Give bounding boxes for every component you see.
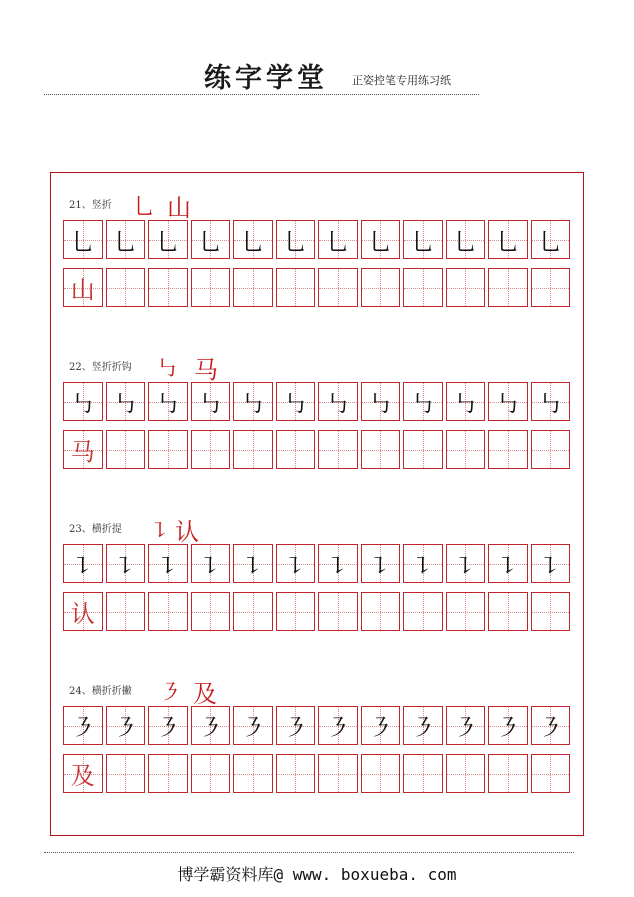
grid-cell[interactable] xyxy=(148,706,188,745)
grid-cell[interactable] xyxy=(361,544,401,583)
grid-cell[interactable] xyxy=(233,592,273,631)
grid-cell[interactable] xyxy=(318,754,358,793)
grid-cell[interactable] xyxy=(106,382,146,421)
grid-cell[interactable] xyxy=(191,592,231,631)
grid-cell[interactable] xyxy=(318,592,358,631)
grid-cell[interactable] xyxy=(403,268,443,307)
stroke-glyph: 乚 xyxy=(410,228,435,256)
grid-cell[interactable] xyxy=(276,220,316,259)
section-header xyxy=(63,190,573,222)
grid-cell[interactable] xyxy=(191,754,231,793)
stroke-glyph: ㇊ xyxy=(538,552,563,580)
stroke-glyph: ㇋ xyxy=(538,714,563,742)
footer-text: 博学霸资料库@ www. boxueba. com xyxy=(177,865,457,884)
grid-cell[interactable] xyxy=(63,592,103,631)
stroke-glyph: ㇉ xyxy=(198,390,223,418)
section-label: 24、横折折撇 xyxy=(69,686,132,697)
section-stroke: 乚 xyxy=(133,195,156,220)
grid-cell[interactable] xyxy=(106,268,146,307)
stroke-glyph: ㇊ xyxy=(70,552,95,580)
grid-cell[interactable] xyxy=(318,544,358,583)
trace-character: 认 xyxy=(70,600,95,628)
stroke-glyph: ㇊ xyxy=(453,552,478,580)
grid-cell[interactable] xyxy=(276,592,316,631)
grid-cell[interactable] xyxy=(446,268,486,307)
stroke-glyph: ㇋ xyxy=(410,714,435,742)
section-character: 山 xyxy=(167,194,191,222)
grid-cell[interactable] xyxy=(446,754,486,793)
grid-cell[interactable] xyxy=(361,268,401,307)
practice-section xyxy=(63,352,573,469)
page-subtitle: 正姿控笔专用练习纸 xyxy=(352,74,451,87)
stroke-glyph: ㇋ xyxy=(70,714,95,742)
character-practice-row xyxy=(63,592,573,631)
stroke-glyph: ㇊ xyxy=(368,552,393,580)
grid-cell[interactable] xyxy=(361,592,401,631)
grid-cell[interactable] xyxy=(488,430,528,469)
stroke-glyph: 乚 xyxy=(198,228,223,256)
character-practice-row xyxy=(63,268,573,307)
section-label: 22、竖折折钩 xyxy=(69,362,132,373)
stroke-glyph: ㇋ xyxy=(453,714,478,742)
stroke-glyph: ㇋ xyxy=(198,714,223,742)
section-label: 21、竖折 xyxy=(69,200,112,211)
grid-cell[interactable] xyxy=(106,544,146,583)
stroke-glyph: 乚 xyxy=(113,228,138,256)
grid-cell[interactable] xyxy=(403,544,443,583)
grid-cell[interactable] xyxy=(191,706,231,745)
stroke-glyph: ㇊ xyxy=(495,552,520,580)
grid-cell[interactable] xyxy=(446,592,486,631)
grid-cell[interactable] xyxy=(148,544,188,583)
stroke-glyph: 乚 xyxy=(495,228,520,256)
grid-cell[interactable] xyxy=(148,754,188,793)
grid-cell[interactable] xyxy=(148,268,188,307)
footer-divider xyxy=(44,852,574,853)
stroke-glyph: 乚 xyxy=(70,228,95,256)
trace-character: 及 xyxy=(70,762,95,790)
stroke-glyph: ㇉ xyxy=(113,390,138,418)
grid-cell[interactable] xyxy=(233,754,273,793)
practice-section xyxy=(63,190,573,307)
section-header xyxy=(63,352,573,384)
grid-cell[interactable] xyxy=(446,544,486,583)
grid-cell[interactable] xyxy=(531,544,571,583)
grid-cell[interactable] xyxy=(148,592,188,631)
grid-cell[interactable] xyxy=(488,754,528,793)
grid-cell[interactable] xyxy=(403,220,443,259)
grid-cell[interactable] xyxy=(531,268,571,307)
grid-cell[interactable] xyxy=(233,430,273,469)
stroke-glyph: ㇉ xyxy=(155,390,180,418)
grid-cell[interactable] xyxy=(233,706,273,745)
grid-cell[interactable] xyxy=(318,382,358,421)
grid-cell[interactable] xyxy=(63,220,103,259)
stroke-glyph: 乚 xyxy=(538,228,563,256)
practice-section xyxy=(63,514,573,631)
stroke-glyph: ㇉ xyxy=(325,390,350,418)
stroke-glyph: ㇋ xyxy=(113,714,138,742)
grid-cell[interactable] xyxy=(276,706,316,745)
header-divider xyxy=(44,94,479,95)
page-title: 练字学堂 xyxy=(204,63,328,94)
grid-cell[interactable] xyxy=(361,382,401,421)
grid-cell[interactable] xyxy=(191,430,231,469)
grid-cell[interactable] xyxy=(191,382,231,421)
practice-section xyxy=(63,676,573,793)
grid-cell[interactable] xyxy=(318,430,358,469)
grid-cell[interactable] xyxy=(446,220,486,259)
stroke-practice-row xyxy=(63,544,573,583)
grid-cell[interactable] xyxy=(106,706,146,745)
stroke-glyph: ㇋ xyxy=(325,714,350,742)
section-stroke: ㇉ xyxy=(156,357,179,382)
grid-cell[interactable] xyxy=(276,382,316,421)
page-header xyxy=(44,52,479,96)
grid-cell[interactable] xyxy=(531,754,571,793)
grid-cell[interactable] xyxy=(63,754,103,793)
grid-cell[interactable] xyxy=(361,754,401,793)
stroke-practice-row xyxy=(63,382,573,421)
grid-cell[interactable] xyxy=(361,220,401,259)
character-practice-row xyxy=(63,754,573,793)
grid-cell[interactable] xyxy=(531,430,571,469)
grid-cell[interactable] xyxy=(233,268,273,307)
grid-cell[interactable] xyxy=(531,382,571,421)
grid-cell[interactable] xyxy=(531,706,571,745)
stroke-practice-row xyxy=(63,706,573,745)
character-practice-row xyxy=(63,430,573,469)
grid-cell[interactable] xyxy=(233,220,273,259)
grid-cell[interactable] xyxy=(531,220,571,259)
grid-cell[interactable] xyxy=(403,592,443,631)
grid-cell[interactable] xyxy=(191,544,231,583)
grid-cell[interactable] xyxy=(403,706,443,745)
section-character: 认 xyxy=(175,518,199,546)
section-character: 及 xyxy=(193,680,217,708)
grid-cell[interactable] xyxy=(276,544,316,583)
stroke-glyph: ㇉ xyxy=(453,390,478,418)
grid-cell[interactable] xyxy=(191,268,231,307)
stroke-glyph: ㇉ xyxy=(70,390,95,418)
grid-cell[interactable] xyxy=(446,706,486,745)
grid-cell[interactable] xyxy=(106,220,146,259)
section-character: 马 xyxy=(194,356,218,384)
grid-cell[interactable] xyxy=(276,430,316,469)
stroke-glyph: ㇊ xyxy=(113,552,138,580)
stroke-glyph: 乚 xyxy=(325,228,350,256)
grid-cell[interactable] xyxy=(276,268,316,307)
grid-cell[interactable] xyxy=(63,382,103,421)
stroke-practice-row xyxy=(63,220,573,259)
grid-cell[interactable] xyxy=(446,382,486,421)
grid-cell[interactable] xyxy=(488,592,528,631)
section-stroke: ㇋ xyxy=(159,681,182,706)
grid-cell[interactable] xyxy=(488,220,528,259)
stroke-glyph: ㇊ xyxy=(240,552,265,580)
grid-cell[interactable] xyxy=(403,382,443,421)
grid-cell[interactable] xyxy=(446,430,486,469)
stroke-glyph: ㇋ xyxy=(283,714,308,742)
grid-cell[interactable] xyxy=(318,706,358,745)
grid-cell[interactable] xyxy=(276,754,316,793)
stroke-glyph: 乚 xyxy=(155,228,180,256)
grid-cell[interactable] xyxy=(318,268,358,307)
grid-cell[interactable] xyxy=(403,430,443,469)
stroke-glyph: 乚 xyxy=(453,228,478,256)
grid-cell[interactable] xyxy=(361,430,401,469)
stroke-glyph: ㇋ xyxy=(155,714,180,742)
stroke-glyph: ㇋ xyxy=(368,714,393,742)
grid-cell[interactable] xyxy=(233,544,273,583)
stroke-glyph: ㇊ xyxy=(325,552,350,580)
grid-cell[interactable] xyxy=(148,430,188,469)
grid-cell[interactable] xyxy=(488,382,528,421)
stroke-glyph: 乚 xyxy=(368,228,393,256)
grid-cell[interactable] xyxy=(63,544,103,583)
stroke-glyph: ㇊ xyxy=(155,552,180,580)
grid-cell[interactable] xyxy=(488,268,528,307)
grid-cell[interactable] xyxy=(63,430,103,469)
grid-cell[interactable] xyxy=(148,220,188,259)
section-stroke: ㇊ xyxy=(149,519,172,544)
stroke-glyph: ㇉ xyxy=(410,390,435,418)
grid-cell[interactable] xyxy=(403,754,443,793)
grid-cell[interactable] xyxy=(106,754,146,793)
section-label: 23、横折提 xyxy=(69,524,122,535)
grid-cell[interactable] xyxy=(106,430,146,469)
stroke-glyph: ㇊ xyxy=(198,552,223,580)
stroke-glyph: 乚 xyxy=(283,228,308,256)
trace-character: 山 xyxy=(70,276,95,304)
grid-cell[interactable] xyxy=(361,706,401,745)
grid-cell[interactable] xyxy=(531,592,571,631)
stroke-glyph: ㇉ xyxy=(495,390,520,418)
trace-character: 马 xyxy=(70,438,95,466)
stroke-glyph: ㇋ xyxy=(240,714,265,742)
stroke-glyph: ㇋ xyxy=(495,714,520,742)
grid-cell[interactable] xyxy=(488,706,528,745)
stroke-glyph: ㇊ xyxy=(283,552,308,580)
stroke-glyph: ㇉ xyxy=(240,390,265,418)
grid-cell[interactable] xyxy=(106,592,146,631)
grid-cell[interactable] xyxy=(191,220,231,259)
grid-cell[interactable] xyxy=(318,220,358,259)
grid-cell[interactable] xyxy=(233,382,273,421)
stroke-glyph: ㇉ xyxy=(368,390,393,418)
grid-cell[interactable] xyxy=(488,544,528,583)
grid-cell[interactable] xyxy=(63,706,103,745)
stroke-glyph: ㇊ xyxy=(410,552,435,580)
section-header xyxy=(63,514,573,546)
stroke-glyph: ㇉ xyxy=(538,390,563,418)
stroke-glyph: 乚 xyxy=(240,228,265,256)
grid-cell[interactable] xyxy=(148,382,188,421)
grid-cell[interactable] xyxy=(63,268,103,307)
stroke-glyph: ㇉ xyxy=(283,390,308,418)
section-header xyxy=(63,676,573,708)
